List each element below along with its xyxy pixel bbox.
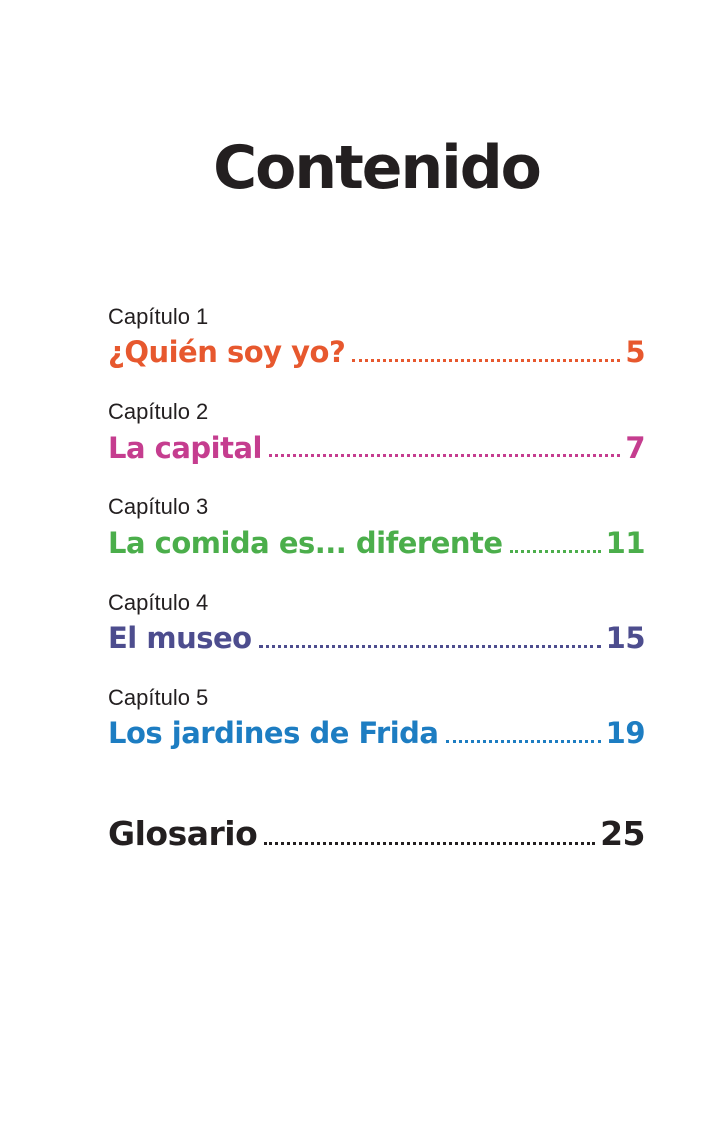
chapter-page-number: 11 (605, 525, 645, 560)
chapter-page-number: 19 (605, 716, 645, 751)
toc-entry (108, 590, 645, 656)
chapter-row (108, 716, 645, 751)
chapter-page-number: 7 (625, 430, 645, 465)
chapter-page-number: 5 (625, 335, 645, 370)
page-title: Contenido (213, 133, 540, 203)
dotted-leader (269, 454, 620, 457)
glossary-page-number: 25 (600, 813, 645, 853)
chapter-title: La comida es... diferente (108, 525, 503, 560)
toc-page (0, 133, 714, 1138)
chapter-row (108, 621, 645, 656)
chapter-title: Los jardines de Frida (108, 716, 439, 751)
chapter-row (108, 526, 645, 561)
toc-entries (108, 304, 645, 751)
chapter-row (108, 335, 645, 370)
chapter-title: La capital (108, 430, 262, 465)
dotted-leader (259, 645, 601, 648)
chapter-label: Capítulo 2 (108, 399, 209, 425)
dotted-leader (446, 740, 601, 743)
chapter-label: Capítulo 3 (108, 494, 209, 520)
chapter-title: ¿Quién soy yo? (108, 335, 346, 370)
toc-entry (108, 685, 645, 751)
chapter-label: Capítulo 4 (108, 589, 209, 615)
dotted-leader (510, 550, 601, 553)
toc-entry (108, 399, 645, 465)
chapter-row (108, 431, 645, 466)
toc-entry (108, 494, 645, 560)
chapter-label: Capítulo 5 (108, 684, 209, 710)
dotted-leader (352, 359, 620, 362)
toc-entry (108, 304, 645, 370)
chapter-page-number: 15 (605, 620, 645, 655)
chapter-label: Capítulo 1 (108, 304, 209, 329)
glossary-title: Glosario (108, 813, 258, 853)
chapter-title: El museo (108, 620, 252, 655)
glossary-entry (108, 814, 645, 854)
dotted-leader (264, 842, 595, 845)
